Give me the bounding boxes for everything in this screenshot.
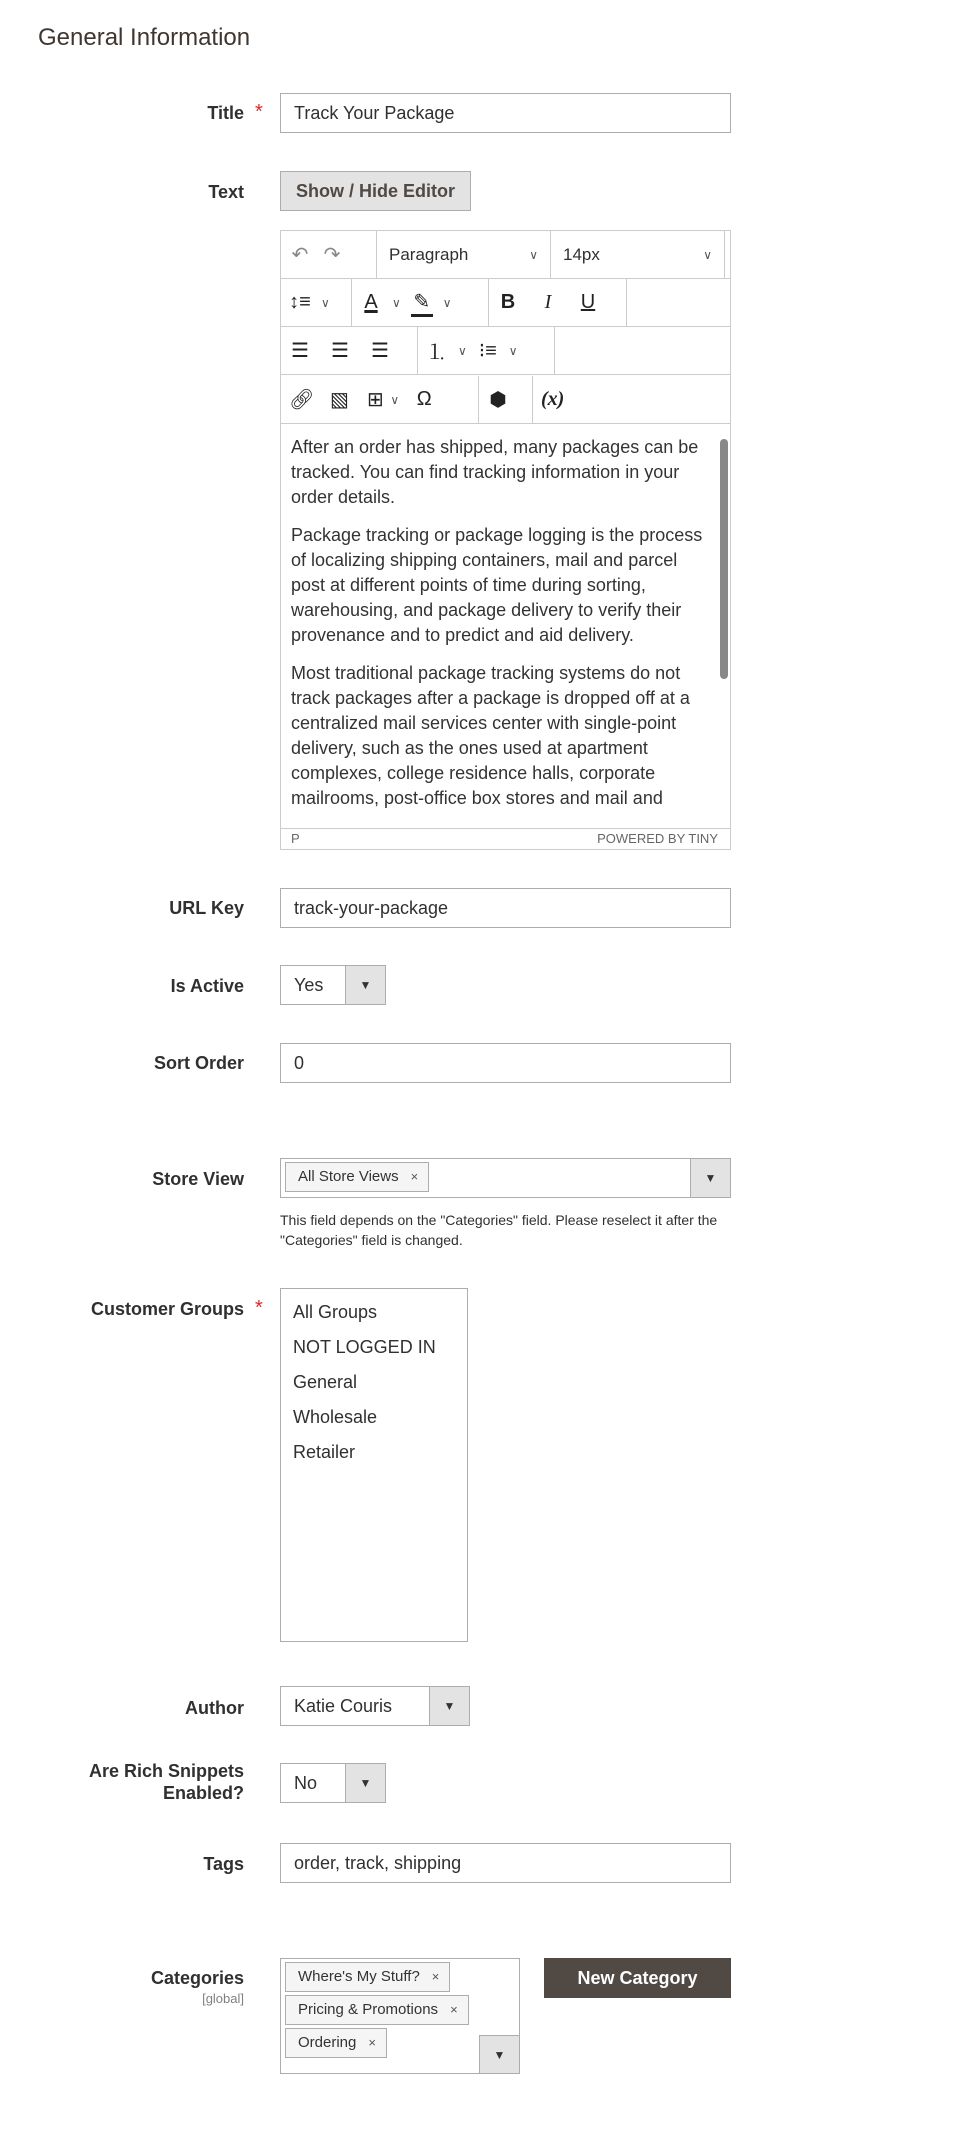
store-view-multiselect[interactable] xyxy=(280,1158,731,1198)
redo-icon[interactable]: ↷ xyxy=(323,244,341,266)
caret-down-icon: ▼ xyxy=(345,1764,385,1802)
italic-icon[interactable]: I xyxy=(544,291,552,313)
store-view-note: This field depends on the "Categories" field. Please reselect it after the "Categories" field is changed. xyxy=(280,1212,718,1248)
tag-label: Where's My Stuff? xyxy=(298,1968,420,1985)
chevron-down-icon: ∨ xyxy=(390,392,400,407)
image-icon[interactable]: ▧ xyxy=(329,389,349,411)
element-path[interactable]: P xyxy=(291,831,300,846)
new-category-button[interactable]: New Category xyxy=(544,1958,731,1998)
sort-order-input[interactable]: 0 xyxy=(280,1043,731,1083)
powered-by-tiny[interactable]: POWERED BY TINY xyxy=(597,831,718,846)
store-view-tag xyxy=(285,1162,429,1192)
chevron-down-icon: ∨ xyxy=(458,343,467,358)
required-asterisk: * xyxy=(255,101,263,123)
label-line: Enabled? xyxy=(162,1783,244,1803)
author-value: Katie Couris xyxy=(294,1696,393,1716)
caret-down-icon: ▼ xyxy=(345,966,385,1004)
toolbar-row-4 xyxy=(281,376,730,424)
chevron-down-icon: ∨ xyxy=(529,247,538,262)
url-key-label: URL Key xyxy=(169,898,244,918)
category-tag xyxy=(285,2028,387,2058)
wysiwyg-editor xyxy=(280,230,731,850)
tag-label: All Store Views xyxy=(298,1168,399,1185)
insert-variable-button[interactable]: (x) xyxy=(541,388,565,410)
text-color-icon[interactable]: A xyxy=(364,291,378,313)
highlight-color-icon[interactable]: ✎ xyxy=(411,289,433,317)
paragraph: After an order has shipped, many packages can be tracked. You can find tracking information in your order details. xyxy=(291,437,699,507)
is-active-value: Yes xyxy=(294,975,324,995)
category-tag xyxy=(285,1995,469,2025)
rich-snippets-select[interactable] xyxy=(280,1763,386,1803)
remove-tag-icon[interactable]: × xyxy=(450,2002,458,2017)
required-asterisk: * xyxy=(255,1297,263,1319)
show-hide-editor-button[interactable]: Show / Hide Editor xyxy=(280,171,471,211)
customer-groups-listbox[interactable] xyxy=(280,1288,468,1642)
chevron-down-icon: ∨ xyxy=(442,295,452,310)
editor-scrollbar[interactable] xyxy=(720,439,728,679)
tag-label: Pricing & Promotions xyxy=(298,2001,439,2018)
table-icon[interactable]: ⊞ xyxy=(367,389,384,411)
undo-icon[interactable]: ↶ xyxy=(291,244,309,266)
tags-input[interactable]: order, track, shipping xyxy=(280,1843,731,1883)
store-view-label: Store View xyxy=(152,1169,244,1189)
bullet-list-icon[interactable]: ⁝≡ xyxy=(478,340,497,362)
caret-down-icon: ▼ xyxy=(429,1687,469,1725)
scope-label: [global] xyxy=(202,1991,244,2006)
chevron-down-icon: ∨ xyxy=(321,295,330,310)
remove-tag-icon[interactable]: × xyxy=(431,1969,440,1984)
section-title: General Information xyxy=(38,24,251,51)
author-select[interactable] xyxy=(280,1686,470,1726)
option-wholesale[interactable]: Wholesale xyxy=(293,1407,378,1427)
chevron-down-icon: ∨ xyxy=(392,295,401,310)
paragraph: Most traditional package tracking systems do not track packages after a package is dropped off at a centralized mail services center with single-point delivery, such as the ones used at apartment complexes, college residence halls, corporate mailrooms, post-office box stores and mail and xyxy=(291,663,690,808)
rich-snippets-label xyxy=(4,1760,244,1804)
font-size-select[interactable] xyxy=(551,231,725,278)
sort-order-label: Sort Order xyxy=(153,1053,244,1073)
toolbar-row-1 xyxy=(281,231,730,279)
option-all-groups[interactable]: All Groups xyxy=(293,1302,378,1322)
rich-snippets-value: No xyxy=(294,1773,318,1793)
widget-icon[interactable]: ⬢ xyxy=(489,389,507,411)
special-character-icon[interactable]: Ω xyxy=(416,388,432,410)
url-key-input[interactable]: track-your-package xyxy=(280,888,731,928)
block-format-select[interactable] xyxy=(377,231,551,278)
option-not-logged-in[interactable]: NOT LOGGED IN xyxy=(293,1337,436,1357)
remove-tag-icon[interactable]: × xyxy=(410,1169,419,1184)
block-format-value: Paragraph xyxy=(389,244,469,264)
tags-label: Tags xyxy=(203,1854,244,1874)
customer-groups-label: Customer Groups xyxy=(90,1299,244,1319)
editor-content[interactable] xyxy=(281,425,716,830)
is-active-label: Is Active xyxy=(170,976,244,996)
chevron-down-icon: ∨ xyxy=(508,343,518,358)
caret-down-icon[interactable]: ▼ xyxy=(690,1159,730,1197)
categories-label: Categories xyxy=(150,1968,244,1988)
underline-icon[interactable]: U xyxy=(580,291,596,313)
author-label: Author xyxy=(185,1698,244,1718)
option-retailer[interactable]: Retailer xyxy=(293,1442,356,1462)
title-label: Title xyxy=(207,103,244,123)
numbered-list-icon[interactable]: ⒈ xyxy=(427,342,447,364)
caret-down-icon[interactable]: ▼ xyxy=(479,2035,519,2073)
paragraph: Package tracking or package logging is the process of localizing shipping containers, mail and parcel post at different points of time during sorting, warehousing, and package delivery to verify their provenance and to predict and aid delivery. xyxy=(291,525,703,645)
editor-statusbar xyxy=(281,828,730,849)
text-label: Text xyxy=(208,182,244,202)
remove-tag-icon[interactable]: × xyxy=(368,2035,376,2050)
title-input[interactable]: Track Your Package xyxy=(280,93,731,133)
categories-multiselect[interactable] xyxy=(280,1958,520,2074)
chevron-down-icon: ∨ xyxy=(703,247,712,262)
align-center-icon[interactable]: ☰ xyxy=(331,340,349,362)
align-left-icon[interactable]: ☰ xyxy=(291,340,309,362)
toolbar-row-2 xyxy=(281,279,730,327)
category-tag xyxy=(285,1962,450,1992)
font-size-value: 14px xyxy=(563,244,600,264)
option-general[interactable]: General xyxy=(293,1372,358,1392)
tag-label: Ordering xyxy=(298,2034,357,2051)
label-line: Are Rich Snippets xyxy=(88,1761,244,1781)
toolbar-row-3 xyxy=(281,327,730,375)
align-right-icon[interactable]: ☰ xyxy=(371,340,389,362)
line-height-icon[interactable]: ↕≡ xyxy=(289,291,311,313)
is-active-select[interactable] xyxy=(280,965,386,1005)
link-icon[interactable]: 🔗︎ xyxy=(289,389,315,411)
bold-icon[interactable]: B xyxy=(500,291,516,313)
